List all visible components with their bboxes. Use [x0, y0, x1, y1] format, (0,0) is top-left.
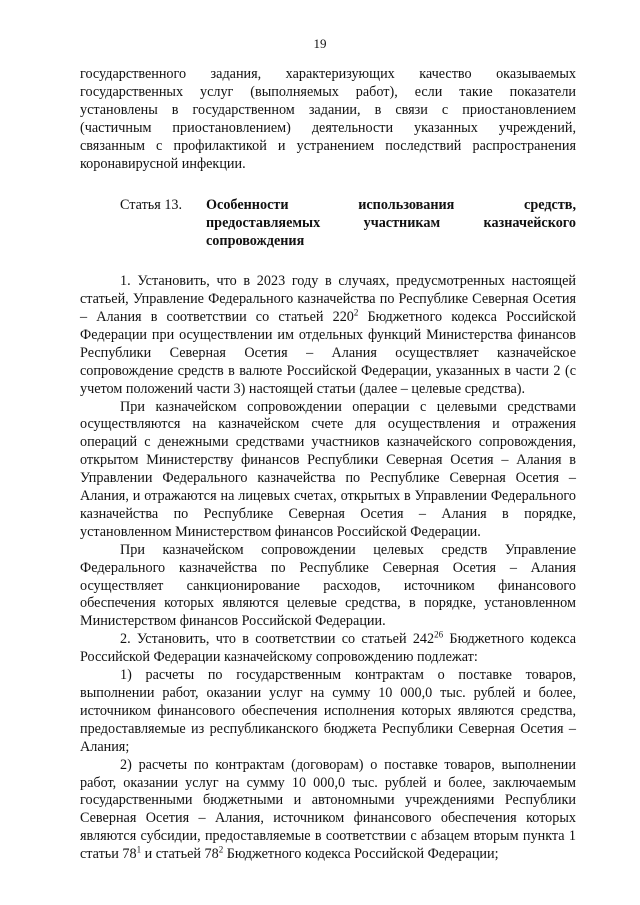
superscript: 2	[218, 844, 224, 855]
intro-line: (частичным приостановлением) деятельности указанных учреждений,	[80, 119, 576, 136]
article-heading	[80, 197, 576, 251]
paragraph-6	[80, 757, 576, 864]
article-title-line: Особенности использования средств,	[206, 197, 576, 214]
intro-line: государственных услуг (выполняемых работ), если такие показатели	[80, 83, 576, 100]
superscript: 2	[353, 307, 359, 318]
paragraph-text: 1. Установить, что в 2023 году в случаях, предусмотренных настоящей статьей, Управление Федерального казначейства по Республике Северная Осетия – Алания в соответствии со статьей 220	[80, 273, 576, 325]
intro-line: государственного задания, характеризующих качество оказываемых	[80, 66, 576, 82]
document-body	[80, 66, 576, 864]
article-title-line: сопровождения	[206, 233, 305, 250]
intro-line: связанным с профилактикой и устранением последствий распространения	[80, 137, 576, 154]
superscript: 26	[434, 629, 444, 640]
paragraph-4	[80, 631, 576, 667]
paragraph-5: 1) расчеты по государственным контрактам о поставке товаров, выполнении работ, оказании услуг на сумму 10 000,0 тыс. рублей и более, источником финансового обеспечения исполнения которых являются средства, предоставляемые из республиканского бюджета Республики Северная Осетия – Алания;	[80, 667, 576, 755]
paragraph-2: При казначейском сопровождении операции с целевыми средствами осуществляются на казначейском счете для осуществления и отражения операций с денежными средствами участников казначейского сопровождения, открытом Министерству финансов Республики Северная Осетия – Алания в Управлении Федерального казначейства по Республике Северная Осетия – Алания, и отражаются на лицевых счетах, открытых в Управлении Федерального казначейства по Республике Северная Осетия – Алания в порядке, установленном Министерством финансов Российской Федерации.	[80, 398, 576, 540]
paragraph-text: Бюджетного кодекса Российской Федерации;	[223, 846, 499, 863]
paragraph-text: Бюджетного кодекса Российской Федерации при осуществлении им отдельных функций Министерства финансов Республики Северная Осетия – Алания осуществляет казначейское сопровождение средств в валюте Российской Федерации, указанных в части 2 (с учетом положений части 3) настоящей статьи (далее – целевые средства).	[80, 308, 576, 397]
article-title	[206, 197, 576, 251]
article-title-line: предоставляемых участникам казначейского	[206, 215, 576, 232]
paragraph-text: Бюджетного кодекса Российской Федерации казначейскому сопровождению подлежат:	[80, 631, 576, 666]
page-number: 19	[313, 36, 327, 51]
paragraph-text: 2) расчеты по контрактам (договорам) о поставке товаров, выполнении работ, оказании услуг на сумму 10 000,0 тыс. рублей и более, заключаемым государственными бюджетными и автономными учреждениями Республики Северная Осетия – Алания, источником финансового обеспечения которых являются субсидии, предоставляемые в соответствии с абзацем вторым пункта 1 статьи 78	[80, 756, 576, 863]
intro-line: коронавирусной инфекции.	[80, 155, 246, 172]
paragraph-1	[80, 273, 576, 398]
superscript: 1	[136, 844, 142, 855]
paragraph-text: и статьей 78	[141, 846, 219, 863]
paragraph-3: При казначейском сопровождении целевых средств Управление Федерального казначейства по Республике Северная Осетия – Алания осуществляет санкционирование расходов, источником финансового обеспечения которых являются целевые средства, в порядке, установленном Министерством финансов Российской Федерации.	[80, 541, 576, 630]
intro-paragraph	[80, 66, 576, 173]
paragraph-text: 2. Установить, что в соответствии со статьей 242	[120, 631, 435, 648]
intro-line: установлены в государственном задании, в связи с приостановлением	[80, 101, 576, 118]
article-label: Статья 13.	[120, 197, 183, 214]
